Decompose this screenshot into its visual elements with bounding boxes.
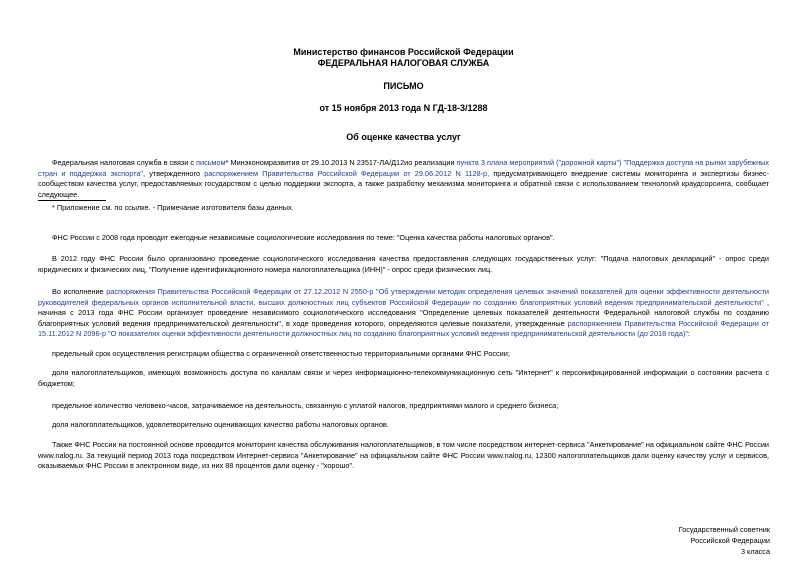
text-run: , предусматривающего внедрение системы мониторинга и экспертизы бизнес-сообществом качества услуг, предоставляемых государством с целью поддержки экспорта, а также разработку механизма мониторинга и обратной связи с использованием технологий краудсорсинга, сообщает следующее. xyxy=(38,168,769,199)
list-item: доля налогоплательщиков, удовлетворительно оценивающих качество работы налоговых органов. xyxy=(52,420,389,429)
list-item: предельное количество человеко-часов, затрачиваемое на деятельность, связанную с уплатой налогов, предприятиями малого и среднего бизнеса; xyxy=(52,401,559,410)
text-run: , начиная с 2013 года ФНС России организует проведение независимого социологического исследования "Определение целевых показателей деятельности Федеральной налоговой службы по созданию благоприятных условий ведения предпринимательской деятельности", в ходе проведения которого, определяются целевые показатели, утвержденные xyxy=(38,297,769,328)
text-run: Во исполнение xyxy=(52,287,107,296)
text-run: , утвержденного xyxy=(143,168,205,178)
list-item: предельный срок осуществления регистрации общества с ограниченной ответственностью территориальными органами ФНС России; xyxy=(52,349,510,358)
paragraph-targets xyxy=(38,287,769,340)
link-order-1128[interactable]: распоряжением Правительства Российской Федерации от 29.06.2012 N 1128-р xyxy=(204,168,488,178)
paragraph-monitoring: Также ФНС России на постоянной основе проводится мониторинг качества обслуживания налогоплательщиков, в том числе посредством интернет-сервиса "Анкетирование" на официальном сайте ФНС России www.nalog.ru. За текущий период 2013 года посредством Интернет-сервиса "Анкетирование" на официальном сайте ФНС России www.nalog.ru, 12300 налогоплательщиков дали оценку качеству услуг и сервисов, оказываемых ФНС России в электронном виде, из них 88 процентов дали оценку - "хорошо". xyxy=(38,440,769,471)
ministry-title: Министерство финансов Российской Федерации xyxy=(293,47,514,57)
doc-date-number: от 15 ноября 2013 года N ГД-18-3/1288 xyxy=(319,103,488,113)
footnote-divider xyxy=(38,200,106,201)
text-run: : xyxy=(687,329,690,339)
signature-line-3: 3 класса xyxy=(740,547,770,556)
footnote: * Приложение см. по ссылке. - Примечание изготовителя базы данных. xyxy=(52,203,294,212)
link-plan-item[interactable]: пункта 3 плана мероприятий ("дорожной карты") "Поддержка доступа на рынки зарубежных стран и поддержка экспорта" xyxy=(38,158,770,178)
service-title: ФЕДЕРАЛЬНАЯ НАЛОГОВАЯ СЛУЖБА xyxy=(317,58,490,68)
paragraph-2012-study: В 2012 году ФНС России было организовано проведение социологического исследования качества предоставления следующих государственных услуг: "Подача налоговых деклараций" - опрос среди юридических и физических лиц, "Получение идентификационного номера налогоплательщика (ИНН)" - опрос среди физических лиц. xyxy=(38,254,769,274)
text-run: * Минэкономразвития от 29.10.2013 N 23517-ЛА/Д12ио реализации xyxy=(225,158,457,167)
link-letter[interactable]: письмом xyxy=(196,158,226,167)
link-order-2550[interactable]: распоряжения Правительства Российской Федерации от 27.12.2012 N 2550-р "Об утверждении методик определения целевых значений показателей для оценки эффективности деятельности руководителей федеральных органов исполнительной власти, высших должностных лиц субъектов Российской Федерации по созданию благоприятных условий ведения предпринимательской деятельности" xyxy=(38,287,769,307)
doc-subject: Об оценке качества услуг xyxy=(346,132,461,142)
doc-type: ПИСЬМО xyxy=(383,81,424,91)
text-run: Федеральная налоговая служба в связи с xyxy=(52,158,197,167)
list-item: доля налогоплательщиков, имеющих возможность доступа по каналам связи и через информационно-телекоммуникационную сеть "Интернет" к персонифицированной информации о состоянии расчета с бюджетом; xyxy=(38,368,769,388)
paragraph-surveys: ФНС России с 2008 года проводит ежегодные независимые социологические исследования по теме: "Оценка качества работы налоговых органов". xyxy=(52,233,555,242)
signature-line-2: Российской Федерации xyxy=(690,536,770,545)
signature-line-1: Государственный советник xyxy=(678,525,770,534)
link-order-2096[interactable]: распоряжением Правительства Российской Федерации от 15.11.2012 N 2096-р "О показателях оценки эффективности деятельности должностных лиц по созданию благоприятных условий ведения предпринимательской деятельности (до 2018 года)" xyxy=(38,318,769,339)
paragraph-intro xyxy=(38,158,769,200)
